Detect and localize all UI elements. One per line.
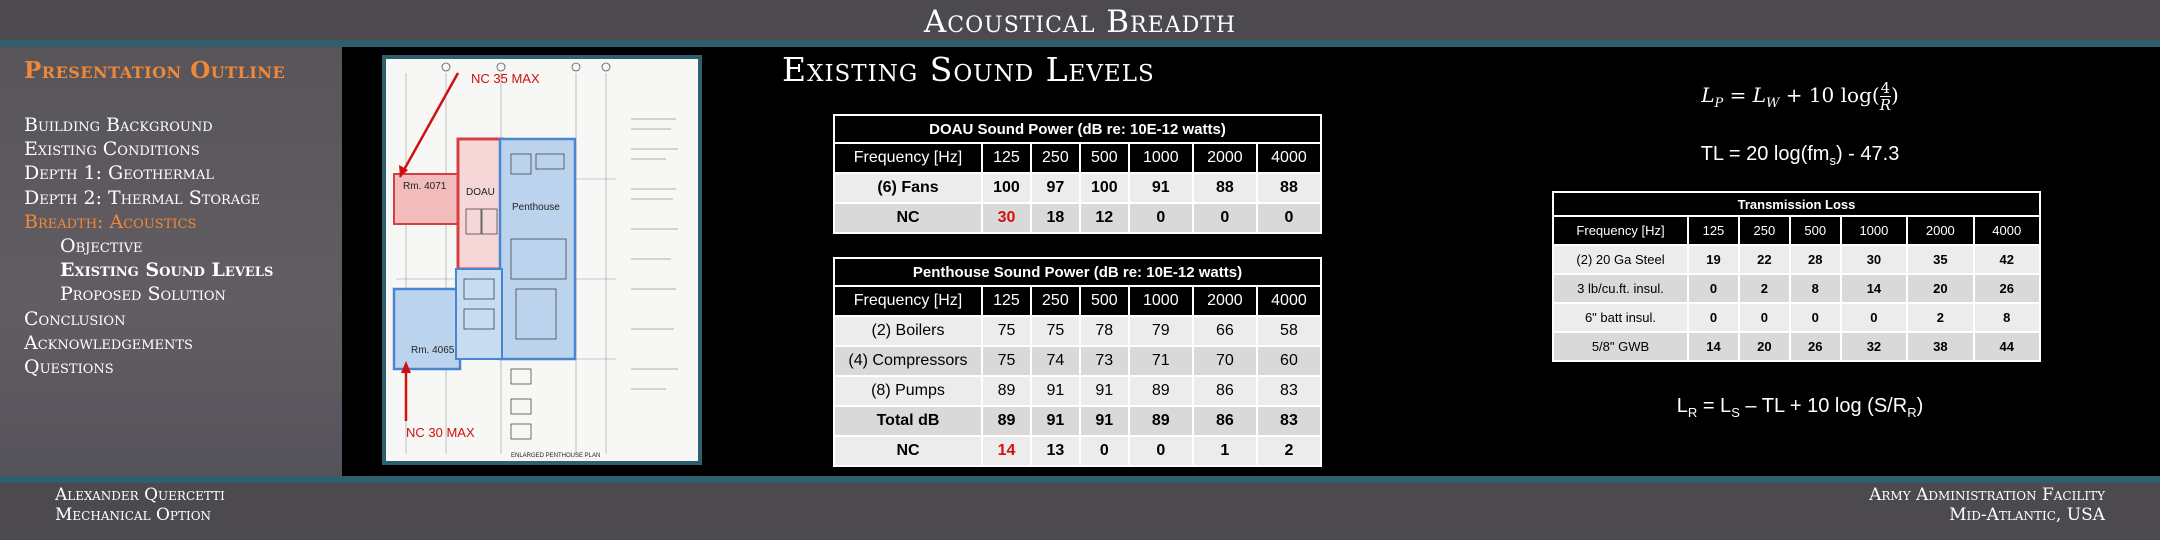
nc30-label: NC 30 MAX (406, 425, 475, 440)
table-cell: 78 (1080, 316, 1129, 346)
header-cell: 2000 (1193, 286, 1257, 316)
header-cell: 125 (982, 143, 1031, 173)
doau-label: DOAU (466, 187, 495, 198)
row-label: Total dB (834, 406, 982, 436)
table-cell: 89 (982, 406, 1031, 436)
table-cell: 26 (1974, 274, 2040, 303)
table-cell: 91 (1129, 173, 1193, 203)
table-header-row (834, 143, 1321, 173)
header-cell: 500 (1790, 216, 1841, 245)
bottom-divider (0, 476, 2160, 483)
outline-list (24, 113, 273, 379)
table-row (1553, 245, 2040, 274)
table-cell: 1 (1193, 436, 1257, 466)
fraction-numerator: 4 (1880, 79, 1891, 97)
table-cell: 58 (1257, 316, 1321, 346)
table-cell: 8 (1974, 303, 2040, 332)
author-name: Alexander Quercetti (55, 485, 225, 505)
table-cell: 83 (1257, 376, 1321, 406)
outline-sidebar (0, 47, 342, 477)
table-cell: 2 (1257, 436, 1321, 466)
formula-text: L (1701, 83, 1715, 107)
tl-table-caption: Transmission Loss (1553, 192, 2040, 216)
outline-item-existing-conditions[interactable]: Existing Conditions (24, 138, 200, 161)
formula-subscript: S (1731, 405, 1740, 420)
header-cell: 500 (1080, 143, 1129, 173)
table-cell: 2 (1739, 274, 1790, 303)
rm4071-label: Rm. 4071 (403, 181, 447, 192)
table-row (834, 203, 1321, 233)
table-row (834, 406, 1321, 436)
formula-subscript: s (1829, 153, 1836, 168)
table-cell: 8 (1790, 274, 1841, 303)
floor-plan-drawing (386, 59, 698, 461)
author-option: Mechanical Option (55, 505, 212, 525)
table-cell: 100 (982, 173, 1031, 203)
table-cell: 91 (1031, 406, 1080, 436)
table-cell: 14 (1841, 274, 1907, 303)
header-cell: 500 (1080, 286, 1129, 316)
table-cell: 91 (1080, 406, 1129, 436)
outline-item-acknowledgements[interactable]: Acknowledgements (24, 331, 193, 354)
table-cell: 19 (1688, 245, 1739, 274)
table-cell: 44 (1974, 332, 2040, 361)
table-cell: 0 (1688, 303, 1739, 332)
formula-text: = L (1723, 83, 1766, 107)
section-title: Existing Sound Levels (782, 50, 1155, 89)
table-cell: 20 (1739, 332, 1790, 361)
outline-item-building-background[interactable]: Building Background (24, 114, 213, 136)
row-label: (2) Boilers (834, 316, 982, 346)
row-label: (4) Compressors (834, 346, 982, 376)
formula-text: ) - 47.3 (1835, 143, 1900, 165)
table-cell: 60 (1257, 346, 1321, 376)
table-cell: 14 (982, 436, 1031, 466)
header-cell: 4000 (1257, 143, 1321, 173)
row-label: (6) Fans (834, 173, 982, 203)
table-cell: 30 (1841, 245, 1907, 274)
table-cell: 75 (982, 316, 1031, 346)
row-label: NC (834, 436, 982, 466)
formula-text: + 10 log( (1779, 83, 1880, 107)
nc35-label: NC 35 MAX (471, 71, 540, 86)
footer-left (55, 485, 225, 525)
table-cell: 83 (1257, 406, 1321, 436)
header-cell: 250 (1031, 286, 1080, 316)
table-cell: 42 (1974, 245, 2040, 274)
formula-subscript: P (1714, 96, 1724, 111)
row-label: (2) 20 Ga Steel (1553, 245, 1688, 274)
row-label: (8) Pumps (834, 376, 982, 406)
outline-item-questions[interactable]: Questions (24, 356, 114, 379)
outline-subitem-objective[interactable]: Objective (60, 235, 143, 258)
header-cell: 2000 (1193, 143, 1257, 173)
project-location: Mid-Atlantic, USA (1949, 505, 2105, 525)
table-cell: 86 (1193, 406, 1257, 436)
formula-text: L (1676, 395, 1688, 417)
header-cell: Frequency [Hz] (1553, 216, 1688, 245)
table-row (834, 376, 1321, 406)
table-cell: 26 (1790, 332, 1841, 361)
table-cell: 89 (982, 376, 1031, 406)
table-header-row (1553, 216, 2040, 245)
penthouse-sound-power-table (833, 257, 1322, 467)
table-cell: 14 (1688, 332, 1739, 361)
top-divider (0, 40, 2160, 47)
table-row (834, 173, 1321, 203)
formula-subscript: R (1687, 405, 1698, 420)
header-cell: 2000 (1907, 216, 1973, 245)
table-cell: 38 (1907, 332, 1973, 361)
table-cell: 12 (1080, 203, 1129, 233)
table-header-row (834, 286, 1321, 316)
header-cell: 4000 (1974, 216, 2040, 245)
table-cell: 0 (1129, 203, 1193, 233)
footer-right (1869, 485, 2105, 525)
table-cell: 100 (1080, 173, 1129, 203)
table-cell: 35 (1907, 245, 1973, 274)
outline-subitem-existing-sound-levels[interactable]: Existing Sound Levels (60, 259, 274, 282)
table-cell: 75 (982, 346, 1031, 376)
table-cell: 97 (1031, 173, 1080, 203)
rm4065-label: Rm. 4065 (411, 345, 455, 356)
table-cell: 2 (1907, 303, 1973, 332)
table-row (834, 346, 1321, 376)
table-cell: 0 (1688, 274, 1739, 303)
header-cell: 1000 (1841, 216, 1907, 245)
table-cell: 0 (1080, 436, 1129, 466)
table-cell: 88 (1257, 173, 1321, 203)
table-row (1553, 332, 2040, 361)
table-cell: 88 (1193, 173, 1257, 203)
table-row (1553, 274, 2040, 303)
table-cell: 74 (1031, 346, 1080, 376)
formula-text: = L (1697, 395, 1732, 417)
footer-bar (0, 483, 2160, 540)
table-cell: 0 (1193, 203, 1257, 233)
table-cell: 89 (1129, 376, 1193, 406)
header-cell: 250 (1739, 216, 1790, 245)
table-cell: 73 (1080, 346, 1129, 376)
outline-item-depth-1[interactable]: Depth 1: Geothermal (24, 162, 214, 185)
transmission-loss-formula (1650, 143, 1950, 168)
table-cell: 0 (1257, 203, 1321, 233)
table-cell: 75 (1031, 316, 1080, 346)
penthouse-label: Penthouse (512, 202, 560, 213)
outline-item-conclusion[interactable]: Conclusion (24, 307, 126, 330)
table-cell: 0 (1739, 303, 1790, 332)
table-cell: 86 (1193, 376, 1257, 406)
outline-heading: Presentation Outline (24, 57, 286, 84)
table-cell: 20 (1907, 274, 1973, 303)
table-cell: 0 (1841, 303, 1907, 332)
header-cell: Frequency [Hz] (834, 143, 982, 173)
penthouse-table-caption: Penthouse Sound Power (dB re: 10E-12 watts) (834, 258, 1321, 286)
doau-sound-power-table (833, 114, 1322, 234)
row-label: 5/8" GWB (1553, 332, 1688, 361)
table-cell: 89 (1129, 406, 1193, 436)
slide-title: Acoustical Breadth (923, 4, 1237, 40)
table-row (834, 436, 1321, 466)
formula-text: ) (1916, 395, 1924, 417)
table-cell: 32 (1841, 332, 1907, 361)
table-cell: 30 (982, 203, 1031, 233)
outline-item-breadth-acoustics[interactable]: Breadth: Acoustics (24, 210, 197, 233)
penthouse-floor-plan (382, 55, 702, 465)
sound-pressure-formula (1650, 80, 1950, 113)
row-label: 6" batt insul. (1553, 303, 1688, 332)
header-cell: 125 (1688, 216, 1739, 245)
formula-text: ) (1890, 83, 1899, 107)
receiver-level-formula (1600, 395, 2000, 420)
table-cell: 22 (1739, 245, 1790, 274)
table-cell: 0 (1790, 303, 1841, 332)
header-cell: 4000 (1257, 286, 1321, 316)
table-cell: 13 (1031, 436, 1080, 466)
doau-table-caption: DOAU Sound Power (dB re: 10E-12 watts) (834, 115, 1321, 143)
formula-subscript: R (1907, 405, 1917, 420)
plan-caption: ENLARGED PENTHOUSE PLAN (511, 453, 601, 459)
row-label: NC (834, 203, 982, 233)
row-label: 3 lb/cu.ft. insul. (1553, 274, 1688, 303)
table-cell: 91 (1080, 376, 1129, 406)
table-cell: 71 (1129, 346, 1193, 376)
project-name: Army Administration Facility (1869, 485, 2105, 505)
table-row (834, 316, 1321, 346)
nc35-arrow-line (400, 73, 458, 177)
title-bar (0, 0, 2160, 40)
formula-text: TL = 20 log(fm (1700, 143, 1830, 165)
table-cell: 0 (1129, 436, 1193, 466)
formula-text: – TL + 10 log (S/R (1739, 395, 1908, 417)
fraction (1880, 80, 1891, 113)
transmission-loss-table (1552, 191, 2041, 362)
table-cell: 18 (1031, 203, 1080, 233)
header-cell: 1000 (1129, 143, 1193, 173)
outline-subitem-proposed-solution[interactable]: Proposed Solution (60, 283, 226, 306)
header-cell: 125 (982, 286, 1031, 316)
outline-item-depth-2[interactable]: Depth 2: Thermal Storage (24, 186, 261, 209)
header-cell: Frequency [Hz] (834, 286, 982, 316)
table-cell: 79 (1129, 316, 1193, 346)
table-cell: 66 (1193, 316, 1257, 346)
table-row (1553, 303, 2040, 332)
fraction-denominator: R (1879, 96, 1891, 114)
table-cell: 91 (1031, 376, 1080, 406)
table-cell: 28 (1790, 245, 1841, 274)
header-cell: 250 (1031, 143, 1080, 173)
header-cell: 1000 (1129, 286, 1193, 316)
formula-subscript: W (1765, 96, 1780, 111)
table-cell: 70 (1193, 346, 1257, 376)
